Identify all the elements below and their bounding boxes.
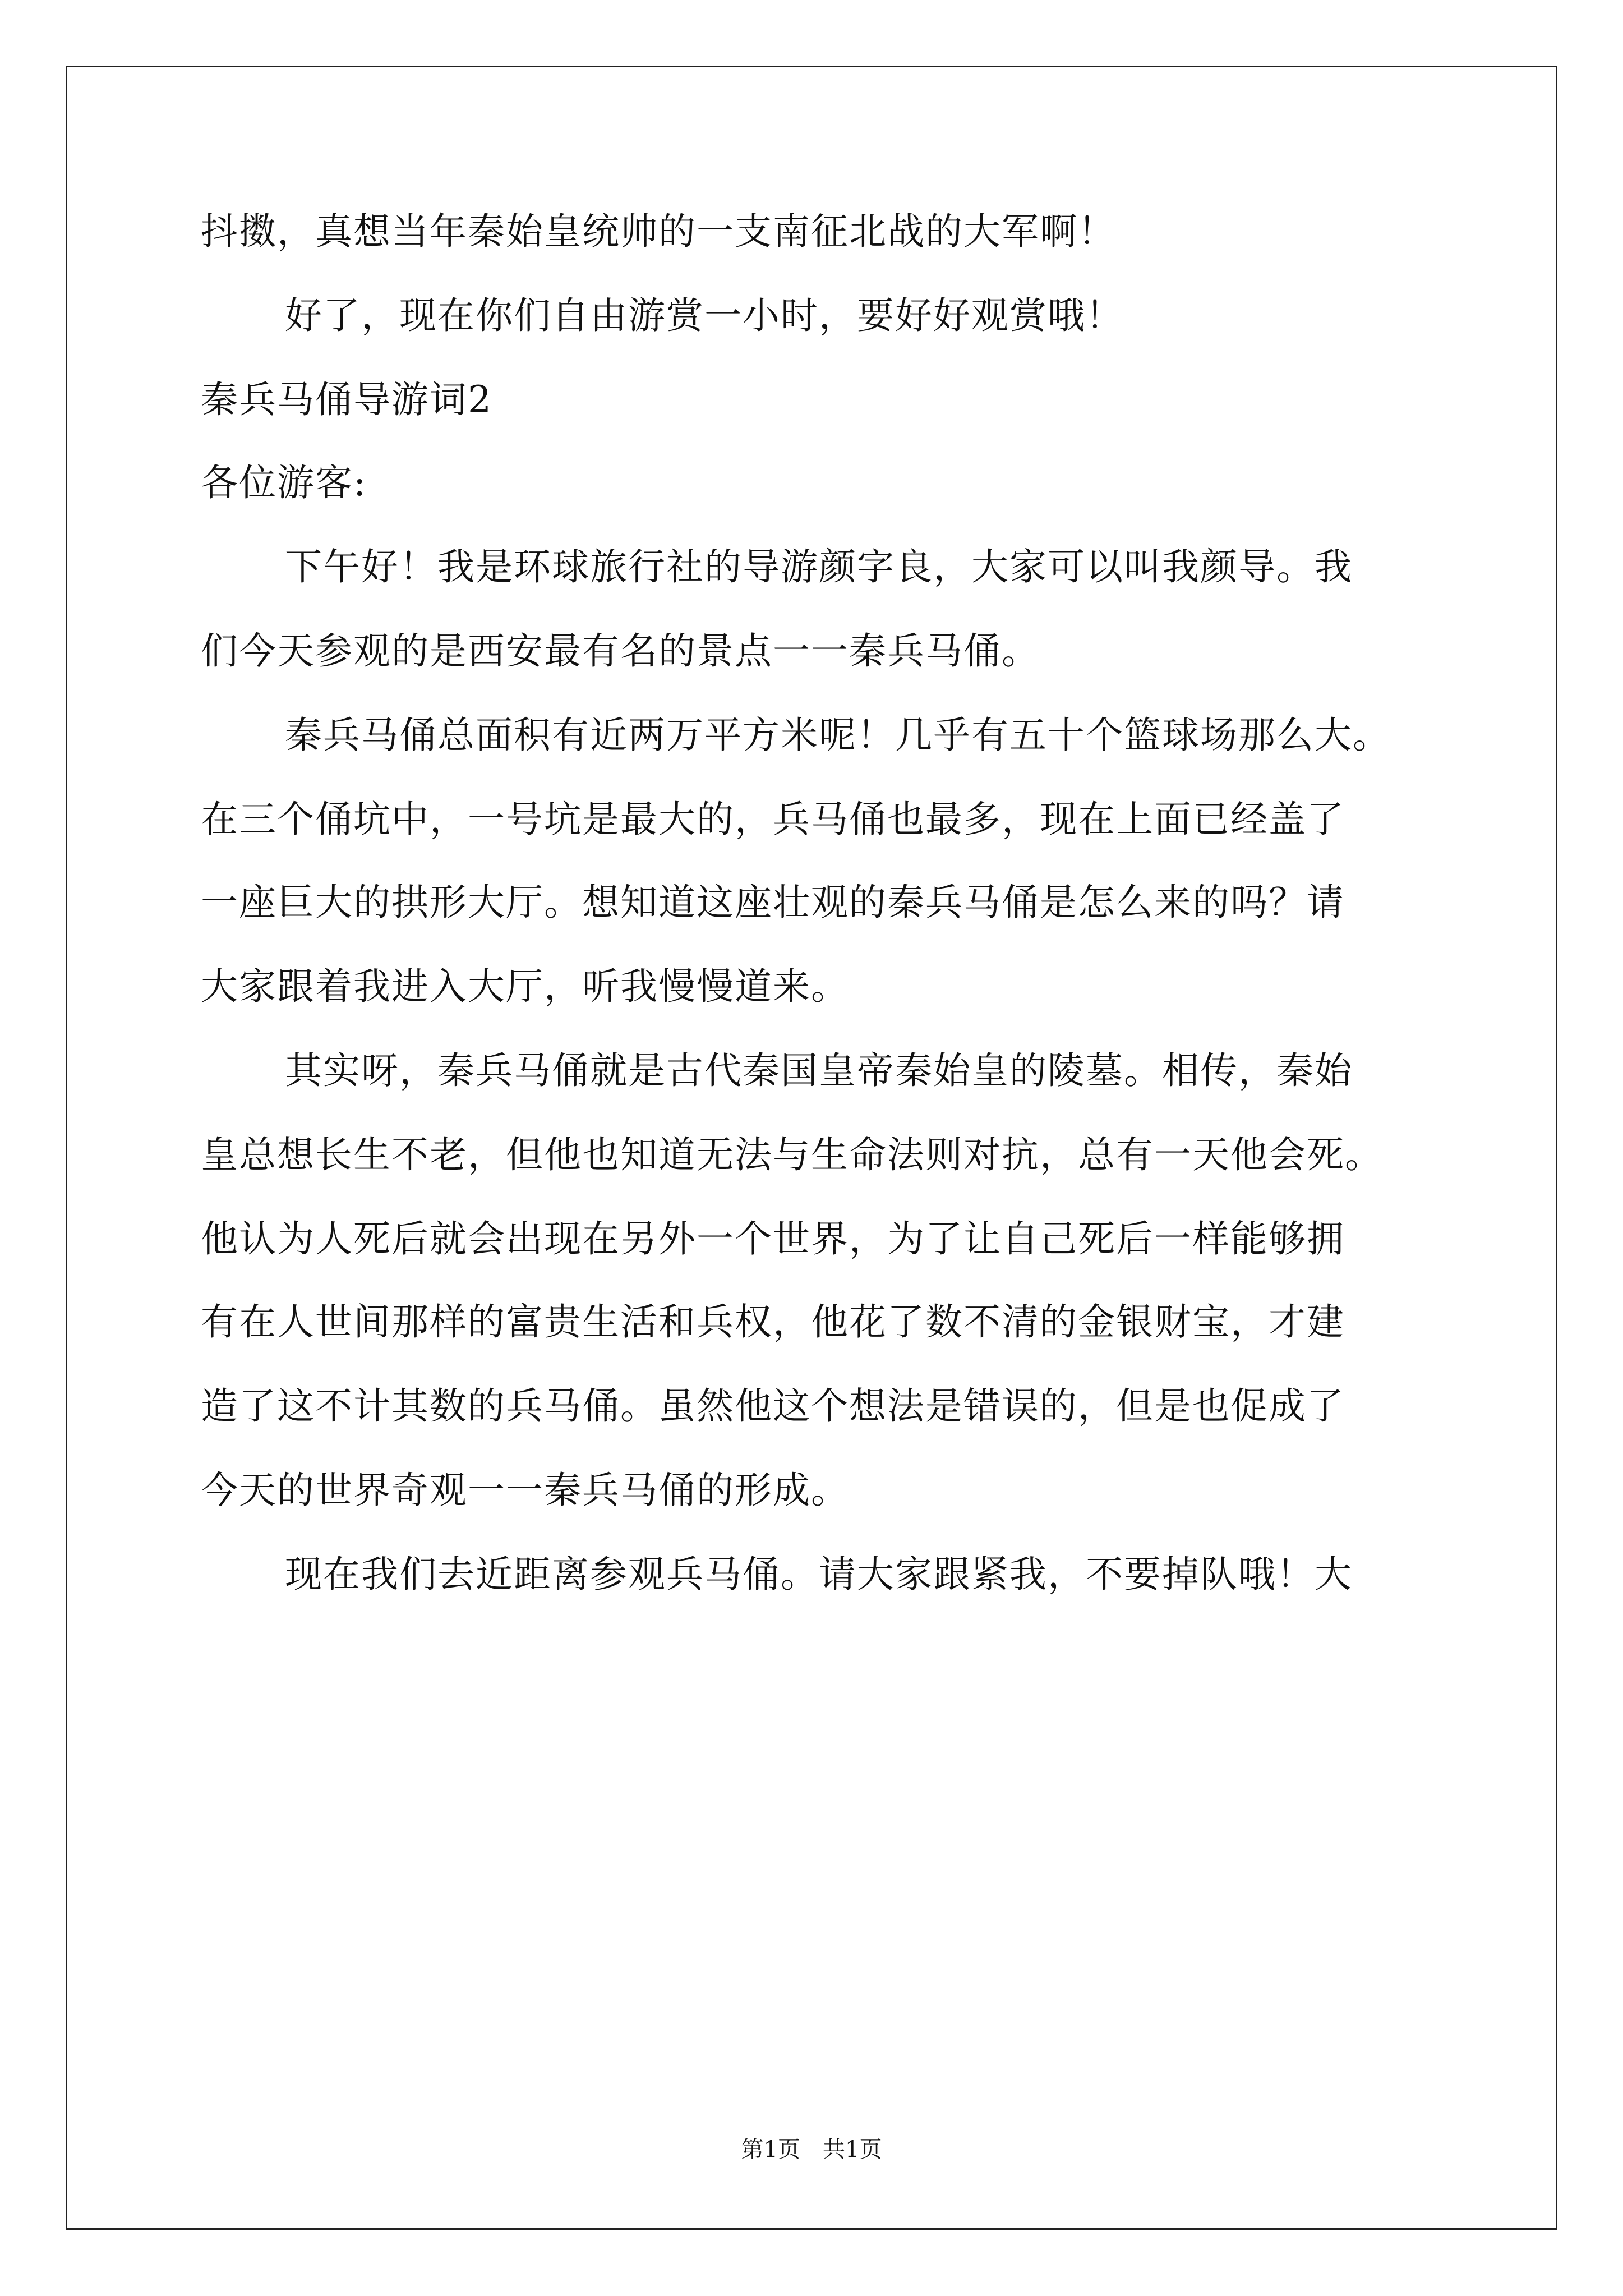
text-line: 们今天参观的是西安最有名的景点一一秦兵马俑。 [201, 629, 1040, 673]
text-line: 其实呀，秦兵马俑就是古代秦国皇帝秦始皇的陵墓。相传，秦始 [285, 1049, 1353, 1092]
text-line: 皇总想长生不老，但他也知道无法与生命法则对抗，总有一天他会死。 [201, 1133, 1383, 1176]
page-number: 第1页 共1页 [741, 2137, 882, 2162]
text-line: 好了，现在你们自由游赏一小时，要好好观赏哦！ [285, 294, 1124, 337]
text-line: 在三个俑坑中，一号坑是最大的，兵马俑也最多，现在上面已经盖了 [201, 798, 1345, 841]
section-title: 秦兵马俑导游词2 [201, 378, 492, 421]
text-line: 下午好！我是环球旅行社的导游颜字良，大家可以叫我颜导。我 [285, 545, 1353, 588]
text-line: 今天的世界奇观一一秦兵马俑的形成。 [201, 1469, 849, 1512]
text-line: 他认为人死后就会出现在另外一个世界，为了让自己死后一样能够拥 [201, 1217, 1345, 1260]
greeting-line: 各位游客: [201, 461, 367, 504]
text-line: 有在人世间那样的富贵生活和兵权，他花了数不清的金银财宝，才建 [201, 1300, 1345, 1343]
text-line: 一座巨大的拱形大厅。想知道这座壮观的秦兵马俑是怎么来的吗？请 [201, 881, 1345, 924]
text-line: 大家跟着我进入大厅，听我慢慢道来。 [201, 965, 849, 1008]
text-line: 秦兵马俑总面积有近两万平方米呢！几乎有五十个篮球场那么大。 [285, 714, 1391, 757]
text-line: 造了这不计其数的兵马俑。虽然他这个想法是错误的，但是也促成了 [201, 1384, 1345, 1428]
text-line: 现在我们去近距离参观兵马俑。请大家跟紧我，不要掉队哦！大 [285, 1553, 1353, 1596]
text-line: 抖擞，真想当年秦始皇统帅的一支南征北战的大军啊！ [201, 210, 1116, 253]
